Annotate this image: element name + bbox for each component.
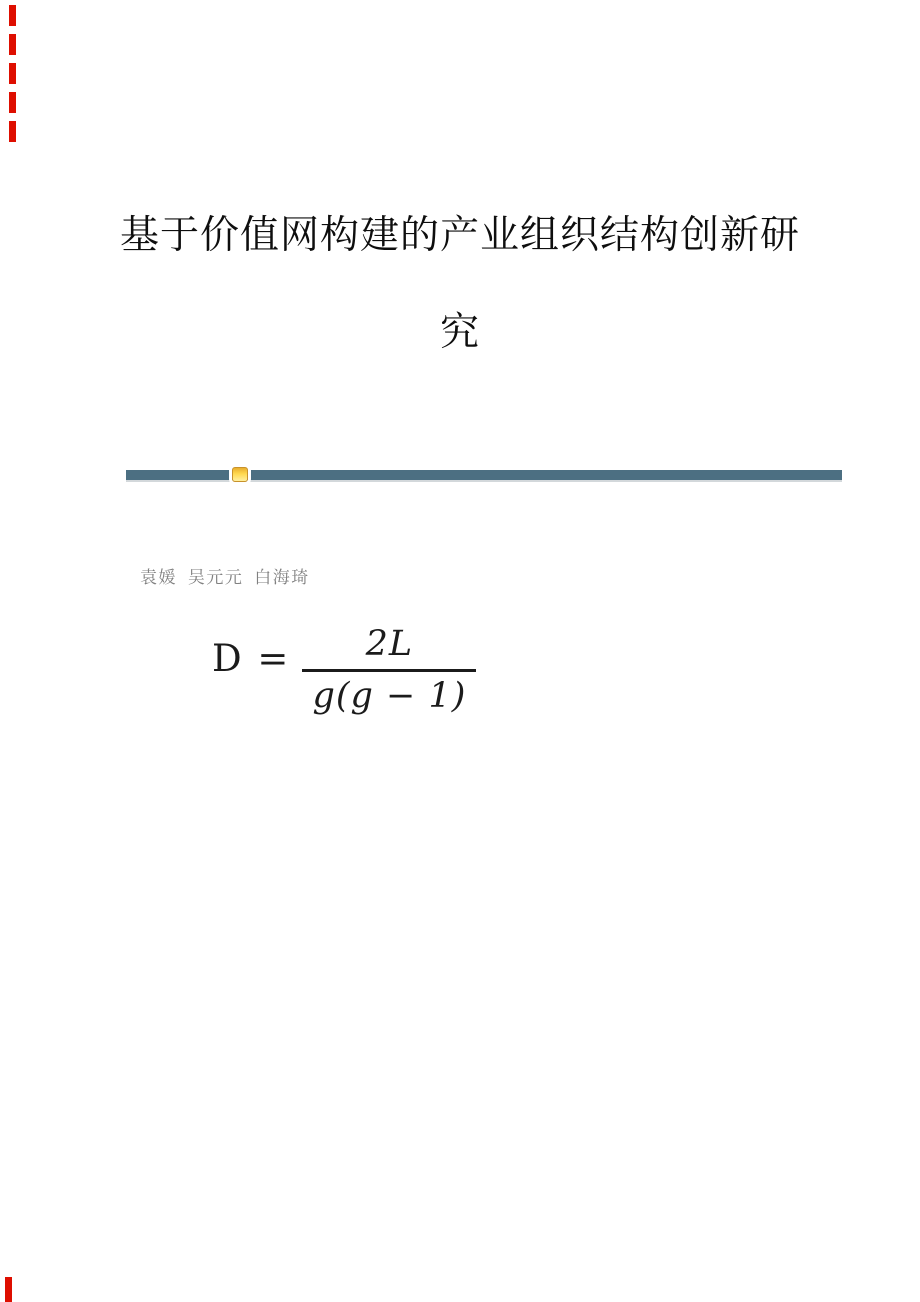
formula-numerator: 2L (365, 624, 414, 664)
title-divider-rule (126, 470, 842, 480)
document-title-line-1: 基于价值网构建的产业组织结构创新研 (119, 213, 800, 258)
red-dash-icon (9, 5, 16, 26)
red-edge-marks (9, 5, 16, 150)
red-dash-icon (5, 1277, 12, 1302)
red-dash-icon (9, 34, 16, 55)
math-formula (212, 624, 476, 716)
red-dash-icon (9, 92, 16, 113)
document-title-line-2: 究 (439, 310, 480, 355)
red-dash-icon (9, 63, 16, 84)
authors-line: 袁媛 吴元元 白海琦 (140, 568, 310, 588)
formula-lhs: D = (212, 637, 291, 680)
red-dash-icon (9, 121, 16, 142)
formula-fraction (302, 624, 476, 716)
yellow-note-icon (232, 467, 248, 482)
formula-denominator: g(g − 1) (302, 669, 476, 714)
